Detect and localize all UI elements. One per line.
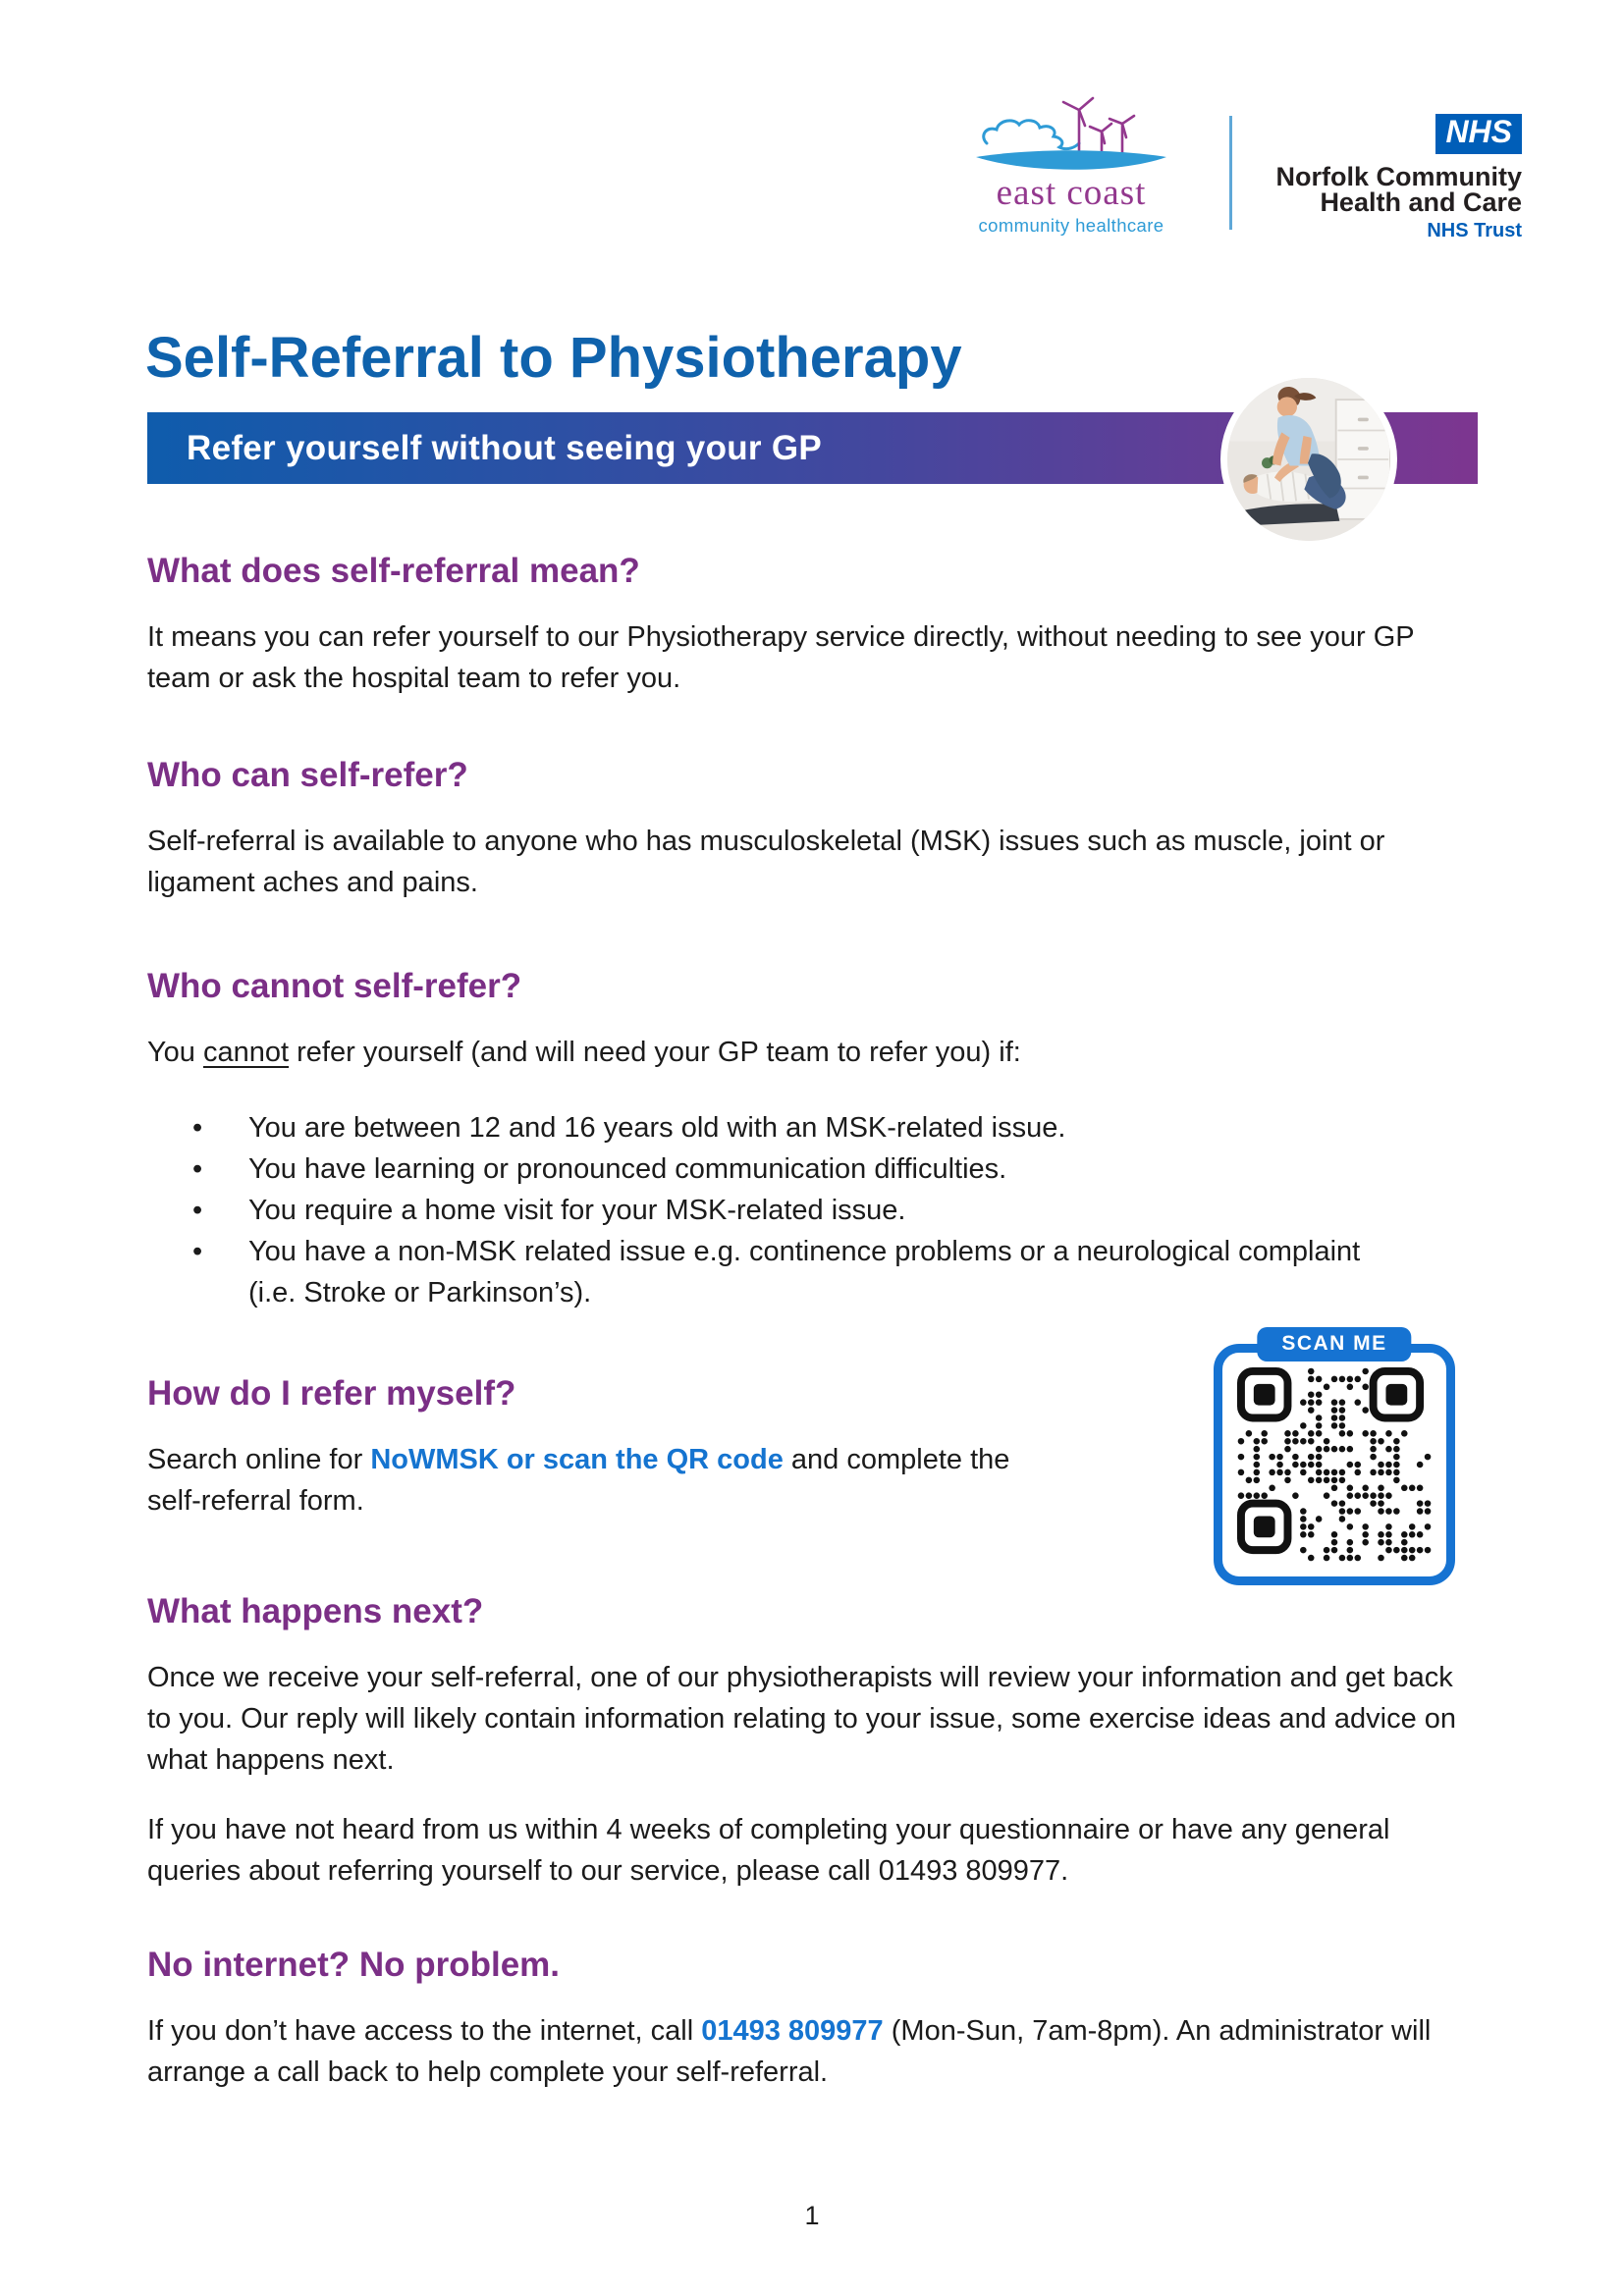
paragraph: Once we receive your self-referral, one of our physiotherapists will review your information and get back to you. Our reply will likely contain information relating to your issue, some exercise ideas and advice on what happens next. — [147, 1662, 1457, 1776]
section-no-internet — [147, 1946, 1483, 2093]
section-heading: What does self-referral mean? — [147, 552, 640, 590]
bullet-item: • You have learning or pronounced communication difficulties. — [147, 1148, 1394, 1190]
bullet-item: • You have a non-MSK related issue e.g. continence problems or a neurological complaint (i.e. Stroke or Parkinson’s). — [147, 1231, 1394, 1313]
page-number: 1 — [804, 2201, 820, 2230]
section-heading: No internet? No problem. — [147, 1946, 560, 1984]
section-what-does-self-referral-mean — [147, 552, 1483, 699]
bullet-icon: • — [192, 1195, 203, 1226]
paragraph: You cannot refer yourself (and will need your GP team to refer you) if: — [147, 1037, 1021, 1068]
nhs-trust-label: NHS Trust — [1427, 219, 1522, 241]
nhs-logo-box: NHS — [1435, 114, 1522, 154]
bullet-item: • You require a home visit for your MSK-related issue. — [147, 1190, 1394, 1231]
east-coast-logo-tagline: community healthcare — [978, 214, 1164, 236]
qr-code-block — [1214, 1327, 1455, 1586]
east-coast-logo — [970, 94, 1172, 237]
east-coast-logo-name: east coast — [996, 173, 1147, 213]
underlined-word: cannot — [203, 1037, 290, 1068]
bullet-list — [147, 1107, 1394, 1313]
cloud-icon — [984, 121, 1079, 149]
scan-me-tab: SCAN ME — [1257, 1327, 1411, 1362]
paragraph: Search online for NoWMSK or scan the QR code and complete the self-referral form. — [147, 1444, 1010, 1517]
nhs-logo — [1275, 114, 1522, 242]
paragraph: If you have not heard from us within 4 weeks of completing your questionnaire or have any general queries about referring yourself to our service, please call 01493 809977. — [147, 1814, 1390, 1887]
phone-link[interactable]: 01493 809977 — [701, 2015, 884, 2047]
section-who-cannot-self-refer — [147, 967, 1483, 1313]
bullet-icon: • — [192, 1153, 203, 1185]
nowmsk-link[interactable]: NoWMSK or scan the QR code — [370, 1444, 784, 1475]
paragraph: It means you can refer yourself to our Physiotherapy service directly, without needing to see your GP team or ask the hospital team to refer you. — [147, 621, 1415, 694]
physio-photo-illustration — [1227, 378, 1390, 541]
section-heading: Who can self-refer? — [147, 756, 468, 794]
bullet-icon: • — [192, 1236, 203, 1267]
header-divider — [1229, 116, 1232, 230]
east-coast-logo-graphic — [973, 94, 1169, 175]
paragraph: Self-referral is available to anyone who has musculoskeletal (MSK) issues such as muscle, joint or ligament aches and pains. — [147, 826, 1385, 898]
section-who-can-self-refer — [147, 756, 1483, 903]
qr-code-frame — [1214, 1344, 1455, 1585]
physio-photo — [1220, 371, 1397, 548]
nhs-org-name-line1: Norfolk Community — [1275, 161, 1522, 191]
banner-text: Refer yourself without seeing your GP — [187, 428, 823, 467]
page-title: Self-Referral to Physiotherapy — [145, 325, 962, 390]
section-heading: What happens next? — [147, 1592, 484, 1630]
bullet-icon: • — [192, 1112, 203, 1144]
nhs-org-name-line2: Health and Care — [1320, 187, 1522, 217]
section-heading: How do I refer myself? — [147, 1374, 516, 1413]
section-heading: Who cannot self-refer? — [147, 967, 522, 1005]
qr-code — [1237, 1367, 1432, 1562]
sea-swoosh-icon — [976, 150, 1166, 170]
bullet-item: • You are between 12 and 16 years old with an MSK-related issue. — [147, 1107, 1394, 1148]
paragraph: If you don’t have access to the internet, call 01493 809977 (Mon-Sun, 7am-8pm). An administrator will arrange a call back to help complete your self-referral. — [147, 2015, 1432, 2088]
section-what-happens-next — [147, 1592, 1483, 1892]
